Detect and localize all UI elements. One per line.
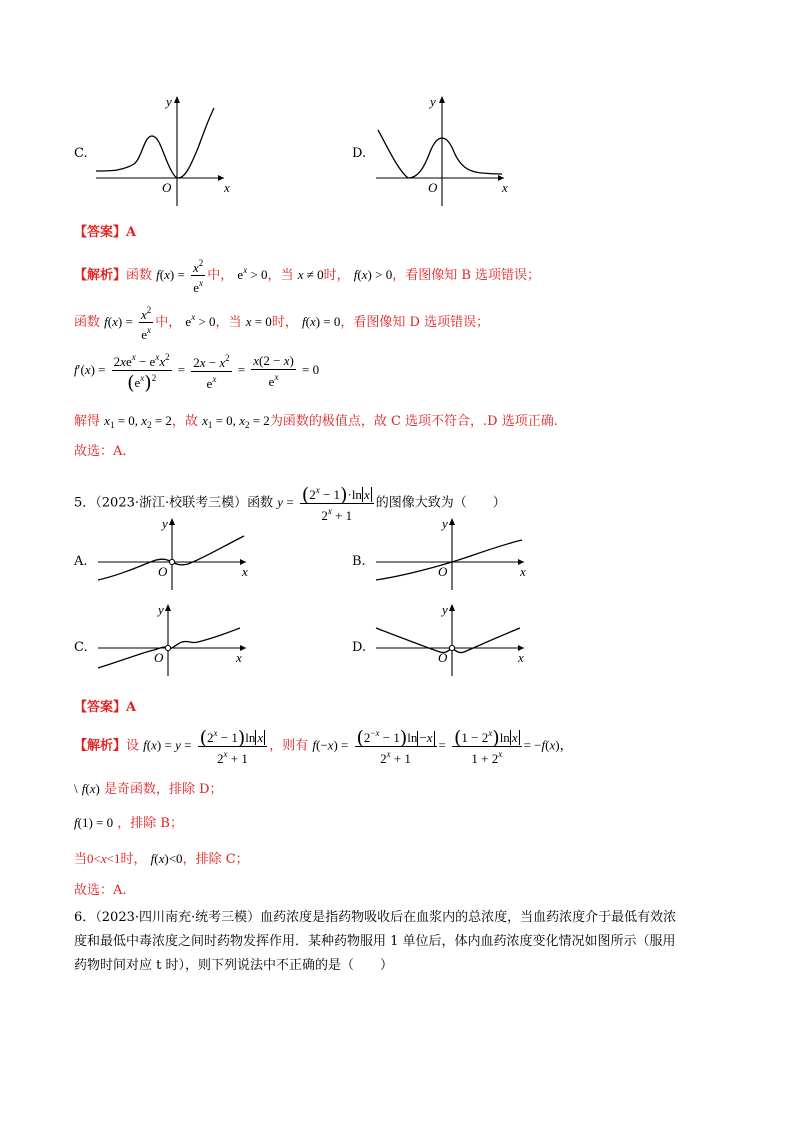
y-label: y [166, 94, 172, 109]
q5-option-b-label: B. [352, 554, 366, 569]
svg-text:x: x [242, 564, 248, 579]
q5-stem: 5．（2023·浙江·校联考三模）函数 y = $\frac{(2^x - 1)\cdot\ln x}{2^x + 1}$ 的图像大致为（ ） [74, 484, 506, 523]
svg-text:y: y [442, 516, 448, 531]
curve [98, 536, 244, 580]
svg-text:x: x [518, 650, 524, 665]
curve [378, 130, 502, 178]
q4-graph-c [92, 92, 232, 210]
q4-conclusion: 故选：A. [74, 444, 127, 459]
curve [96, 108, 214, 178]
q4-option-c-label: C. [74, 146, 88, 161]
svg-text:O: O [438, 650, 448, 665]
q5-analysis-line3: f(1) = 0 ，排除 B； [74, 815, 183, 831]
q5-analysis-line2: \ f(x) 是奇函数，排除 D； [74, 781, 223, 797]
q5-graph-c [94, 602, 254, 678]
q4-analysis-line1: 【解析】函数 f(x) = $\frac{x^2}{e^x}$ 中， $e^x > 0$，当 x ≠ 0时， f(x) > 0，看图像知 B 选项错误； [74, 258, 541, 295]
q6-stem-line2: 度和最低中毒浓度之间时药物发挥作用．某种药物服用 1 单位后，体内血药浓度变化情况如图所示（服用 [74, 934, 676, 949]
y-arrow [174, 96, 180, 103]
q6-stem [74, 906, 676, 978]
q5-analysis-line1: 【解析】设 f(x) = y = $\frac{(2^x - 1)\ln x}{2^x + 1}$ ，则有 f(−x) = $\frac{(2^{-x} - 1)\ln -x}{2^x + 1}$ = $\frac{(1 - 2^x)\ln x}{1 + 2^x}$ = −f(x)， [74, 727, 573, 766]
y-label: y [430, 94, 436, 109]
q5-graph-d [372, 602, 532, 678]
hole-point [165, 645, 170, 650]
question-number: 5． [74, 495, 96, 511]
q4-option-d-label: D. [352, 146, 367, 161]
curve [376, 540, 522, 580]
y-arrow [449, 604, 455, 611]
svg-text:y: y [162, 516, 168, 531]
svg-text:O: O [154, 650, 164, 665]
x-label: x [502, 180, 508, 195]
q4-derivative-formula: f′(x) = $\frac{2xe^x - e^xx^2}{(e^x)^2}$ = $\frac{2x - x^2}{e^x}$ = $\frac{x(2 - x)}{e^x}$ = 0 [74, 352, 320, 394]
curve [376, 628, 520, 653]
svg-text:x: x [520, 564, 526, 579]
q5-option-c-label: C. [74, 640, 88, 655]
y-arrow [439, 96, 445, 103]
q4-analysis-line2: 函数 f(x) = $\frac{x^2}{e^x}$ 中， $e^x > 0$，当 x = 0时， f(x) = 0，看图像知 D 选项错误； [74, 305, 490, 342]
q6-stem-line1: 6．（2023·四川南充·统考三模）血药浓度是指药物吸收后在血浆内的总浓度，当血药浓度介于最低有效浓 [74, 910, 677, 925]
hole-point [169, 559, 174, 564]
q4-answer: 【答案】A [74, 225, 137, 240]
svg-text:O: O [438, 564, 448, 579]
svg-text:x: x [236, 650, 242, 665]
hole-point [449, 645, 454, 650]
x-label: x [224, 180, 230, 195]
y-arrow [449, 518, 455, 525]
q5-answer: 【答案】A [74, 700, 137, 715]
q4-analysis-line4: 解得 $x_1 = 0$, $x_2 = 2$，故 $x_1 = 0$, $x_2 = 2$为函数的极值点，故 C 选项不符合，.D 选项正确. [74, 413, 558, 430]
q4-graph-d [372, 92, 512, 210]
svg-text:O: O [158, 564, 168, 579]
q5-graph-b [372, 516, 532, 592]
q5-conclusion: 故选：A. [74, 883, 127, 898]
q6-stem-line3: 药物时间对应 t 时），则下列说法中不正确的是（ ） [74, 958, 393, 973]
origin-label: O [162, 180, 172, 195]
svg-text:y: y [158, 602, 164, 617]
q5-option-d-label: D. [352, 640, 367, 655]
svg-text:y: y [442, 602, 448, 617]
origin-label: O [428, 180, 438, 195]
analysis-tag: 【解析】 [74, 268, 127, 283]
q5-analysis-line4: 当0<x<1时， f(x)<0，排除 C； [74, 851, 249, 867]
y-arrow [169, 518, 175, 525]
q5-graph-a [94, 516, 254, 592]
question-source: （2023·浙江·校联考三模）函数 [95, 495, 274, 511]
analysis-tag: 【解析】 [74, 738, 127, 754]
y-arrow [165, 604, 171, 611]
q5-option-a-label: A. [74, 554, 88, 569]
